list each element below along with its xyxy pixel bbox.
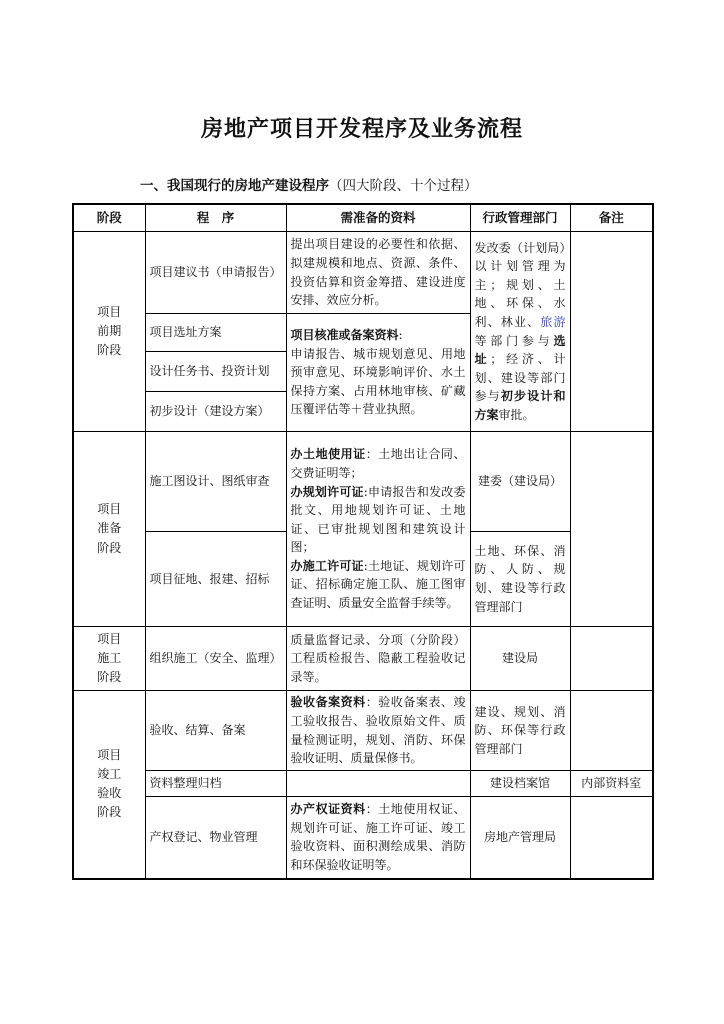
materials-cell xyxy=(286,314,470,432)
process-table xyxy=(72,203,654,880)
stage-cell xyxy=(73,432,145,627)
stage-line: 阶段 xyxy=(97,670,122,685)
department-cell: 建委（建设局） xyxy=(470,432,570,532)
stage-line: 准备 xyxy=(97,521,122,536)
procedure-cell: 资料整理归档 xyxy=(145,771,286,797)
table-row xyxy=(73,232,653,314)
stage-line: 竣工 xyxy=(97,767,122,782)
procedure-cell: 组织施工（安全、监理） xyxy=(145,627,286,691)
dept-bold: 初步设计和方案 xyxy=(474,389,566,422)
dept-text: 等部门参与 xyxy=(474,333,554,348)
materials-bold: 办土地使用证 xyxy=(290,447,366,462)
stage-cell xyxy=(73,627,145,691)
stage-line: 前期 xyxy=(97,323,122,338)
header-stage: 阶段 xyxy=(73,204,145,232)
notes-cell xyxy=(570,797,653,879)
procedure-cell: 项目选址方案 xyxy=(145,314,286,352)
materials-bold: 项目核准或备案资料 xyxy=(290,328,399,343)
materials-bold: 验收备案资料 xyxy=(290,695,366,710)
table-row xyxy=(73,627,653,691)
notes-cell xyxy=(570,432,653,627)
page-title: 房地产项目开发程序及业务流程 xyxy=(200,117,523,142)
dept-text: ；经济、计划、建设等部门参与 xyxy=(474,352,566,404)
stage-line: 项目 xyxy=(97,304,122,319)
department-cell: 土地、环保、消防、人防、规划、建设等行政管理部门 xyxy=(470,532,570,627)
table-row xyxy=(73,771,653,797)
procedure-cell: 产权登记、物业管理 xyxy=(145,797,286,879)
materials-cell xyxy=(286,691,470,771)
dept-text: 审批。 xyxy=(498,407,535,422)
materials-text: :申请报告和发改委批文、用地规划许可证、土地证、已审批规划图和建筑设计图； xyxy=(290,484,466,555)
materials-cell xyxy=(286,797,470,879)
department-cell xyxy=(470,232,570,432)
stage-cell xyxy=(73,691,145,879)
materials-text: ：土地出让合同、交费证明等； xyxy=(290,447,466,480)
materials-text: 申请报告、城市规划意见、用地预审意见、环境影响评价、水土保持方案、占用林地审核、矿藏压覆评估等＋营业执照。 xyxy=(290,346,466,417)
department-cell: 房地产管理局 xyxy=(470,797,570,879)
table-row xyxy=(73,691,653,771)
notes-cell xyxy=(570,627,653,691)
materials-text: : xyxy=(398,328,403,343)
procedure-cell: 施工图设计、图纸审查 xyxy=(145,432,286,532)
procedure-cell: 初步设计（建设方案） xyxy=(145,392,286,432)
stage-line: 验收 xyxy=(97,786,122,801)
materials-cell: 提出项目建设的必要性和依据、拟建规模和地点、资源、条件、投资估算和资金筹措、建设进度安排、效应分析。 xyxy=(286,232,470,314)
section-heading-note: （四大阶段、十个过程） xyxy=(329,178,478,194)
dept-text: 发改委（计划局）以计划管理为主；规划、土地、环保、水利、林业、 xyxy=(474,240,566,329)
materials-bold: 办施工许可证 xyxy=(290,558,364,573)
header-department: 行政管理部门 xyxy=(470,204,570,232)
stage-line: 项目 xyxy=(97,631,122,646)
procedure-cell: 设计任务书、投资计划 xyxy=(145,352,286,392)
materials-bold: 办规划许可证 xyxy=(290,484,364,499)
section-heading xyxy=(140,174,478,194)
procedure-cell: 验收、结算、备案 xyxy=(145,691,286,771)
dept-bold: 选址 xyxy=(474,333,566,367)
materials-cell: 质量监督记录、分项（分阶段）工程质检报告、隐蔽工程验收记录等。 xyxy=(286,627,470,691)
header-materials: 需准备的资料 xyxy=(286,204,470,232)
materials-bold: 办产权证资料 xyxy=(290,802,366,817)
stage-line: 阶段 xyxy=(97,805,122,820)
stage-line: 施工 xyxy=(97,650,122,665)
section-heading-bold: 一、我国现行的房地产建设程序 xyxy=(140,178,329,194)
materials-cell xyxy=(286,432,470,627)
stage-line: 项目 xyxy=(97,502,122,517)
department-cell: 建设局 xyxy=(470,627,570,691)
header-row xyxy=(73,204,653,232)
stage-cell xyxy=(73,232,145,432)
stage-line: 阶段 xyxy=(97,343,122,358)
dept-link[interactable]: 旅游 xyxy=(540,314,566,329)
materials-text: ：验收备案表、竣工验收报告、验收原始文件、质量检测证明，规划、消防、环保验收证明、质量保修书。 xyxy=(290,695,466,766)
department-cell: 建设档案馆 xyxy=(470,771,570,797)
materials-cell xyxy=(286,771,470,797)
notes-cell xyxy=(570,691,653,771)
header-procedure: 程 序 xyxy=(145,204,286,232)
table-row xyxy=(73,797,653,879)
stage-line: 阶段 xyxy=(97,540,122,555)
procedure-cell: 项目建议书（申请报告） xyxy=(145,232,286,314)
table-row xyxy=(73,432,653,532)
header-notes: 备注 xyxy=(570,204,653,232)
notes-cell: 内部资料室 xyxy=(570,771,653,797)
department-cell: 建设、规划、消防、环保等行政管理部门 xyxy=(470,691,570,771)
notes-cell xyxy=(570,232,653,432)
procedure-cell: 项目征地、报建、招标 xyxy=(145,532,286,627)
stage-line: 项目 xyxy=(97,747,122,762)
materials-text: ：土地使用权证、规划许可证、施工许可证、竣工验收资料、面积测绘成果、消防和环保验收证明等。 xyxy=(290,802,466,872)
materials-text: :土地证、规划许可证、招标确定施工队、施工图审查证明、质量安全监督手续等。 xyxy=(290,558,466,611)
